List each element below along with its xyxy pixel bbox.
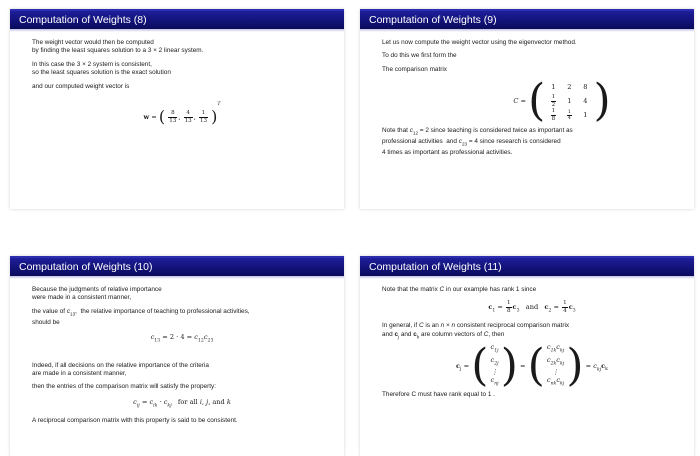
comparison-matrix-equation: C = ( 1 2 8 $\frac{1}{2}$ 1 4 $\frac{1}{8}$ $\frac{1}{4}$ 1 )	[513, 75, 611, 127]
text-line: are made in a consistent manner,	[32, 370, 127, 378]
text-block	[32, 362, 332, 379]
text-line: The weight vector would then be computed	[32, 39, 154, 46]
text-line: The comparison matrix	[382, 65, 447, 73]
text-line: by finding the least squares solution to a 3 × 2 linear system.	[32, 47, 204, 55]
c13-equation: $c_{13} = 2 \cdot 4 = c_{12}c_{23}$	[150, 332, 214, 344]
text-line: should be	[32, 318, 60, 326]
text-line: Let us now compute the weight vector using the eigenvector method.	[382, 39, 577, 46]
fraction: $\frac{1}{13}$	[199, 110, 208, 124]
slide-title: Computation of Weights (11)	[360, 256, 694, 276]
text-line: 4 times as important as professional activities.	[382, 148, 513, 156]
text-block	[32, 286, 332, 303]
eq-lhs: w	[143, 113, 150, 122]
slide-computation-of-weights-9	[360, 9, 694, 209]
text-line: so the least squares solution is the exact solution	[32, 69, 171, 77]
text-line: the value of $c_{13}$, the relative importance of teaching to professional activities,	[32, 307, 250, 317]
slide-body	[10, 276, 344, 425]
text-block	[32, 39, 332, 56]
text-line: and our computed weight vector is	[32, 82, 130, 90]
rank-equation: $c_1$ = $\frac{1}{8}$ $c_3$ and $c_2$ = $\frac{1}{4}$ $c_3$	[488, 300, 576, 314]
text-line: were made in a consistent manner,	[32, 294, 132, 302]
consistency-property-equation: $c_{ij} = c_{ik} \cdot c_{kj}$ for all i, j, and k	[133, 397, 231, 409]
text-line: professional activities and $c_{23} = 4$ since research is considered	[382, 137, 561, 147]
slide-computation-of-weights-8	[10, 9, 344, 209]
transpose-superscript: T	[217, 102, 221, 108]
text-line: Therefore C must have rank equal to 1 .	[382, 390, 495, 398]
text-line: and $c_j$ and $c_k$ are column vectors of C, then	[382, 330, 505, 339]
column-vector-cj: $c_{1j}$ $c_{2j}$ ⋮ $c_{nj}$	[490, 343, 499, 387]
column-vector-equation: $c_j$ = ( $c_{1j}$ $c_{2j}$ ⋮ $c_{nj}$ ) = ( $c_{1k}c_{kj}$ $c_{2k}c_{kj}$ ⋮ $c_{nk}c_{kj}$ ) = $c_{kj}c_k$	[456, 340, 608, 392]
fraction: $\frac{8}{13}$	[169, 110, 177, 124]
text-block	[32, 61, 332, 78]
note-block	[382, 127, 682, 157]
slide-title: Computation of Weights (10)	[10, 256, 344, 276]
text-line: In general, if C is an n × n consistent reciprocal comparison matrix	[382, 322, 570, 330]
slide-computation-of-weights-11	[360, 256, 694, 456]
comparison-matrix: 1 2 8 $\frac{1}{2}$ 1 4 $\frac{1}{8}$ $\frac{1}{4}$ 1	[551, 83, 588, 122]
slide-computation-of-weights-10	[10, 256, 344, 456]
slide-body	[360, 29, 694, 157]
text-line: To do this we first form the	[382, 52, 457, 60]
slide-title: Computation of Weights (9)	[360, 9, 694, 29]
text-line: then the entries of the comparison matrix will satisfy the property:	[32, 383, 216, 391]
weight-vector-equation: w = ( $\frac{8}{13}$ , $\frac{4}{13}$ , $\frac{1}{13}$ )$^T$	[143, 102, 221, 126]
matrix-label: C =	[513, 97, 526, 106]
text-line: Because the judgments of relative importance	[32, 286, 162, 293]
slide-body	[10, 29, 344, 124]
column-vector-scaled: $c_{1k}c_{kj}$ $c_{2k}c_{kj}$ ⋮ $c_{nk}c_{kj}$	[546, 343, 565, 387]
slide-title: Computation of Weights (8)	[10, 9, 344, 29]
text-line: A reciprocal comparison matrix with this property is said to be consistent.	[32, 416, 238, 424]
text-line: Note that $c_{12} = 2$ since teaching is considered twice as important as	[382, 127, 573, 136]
text-line: In this case the 3 × 2 system is consistent,	[32, 60, 152, 68]
fraction: $\frac{4}{13}$	[184, 110, 192, 124]
slide-body	[360, 276, 694, 399]
text-line: Indeed, if all decisions on the relative importance of the criteria	[32, 361, 209, 369]
text-line: Note that the matrix C in our example has rank 1 since	[382, 286, 537, 293]
